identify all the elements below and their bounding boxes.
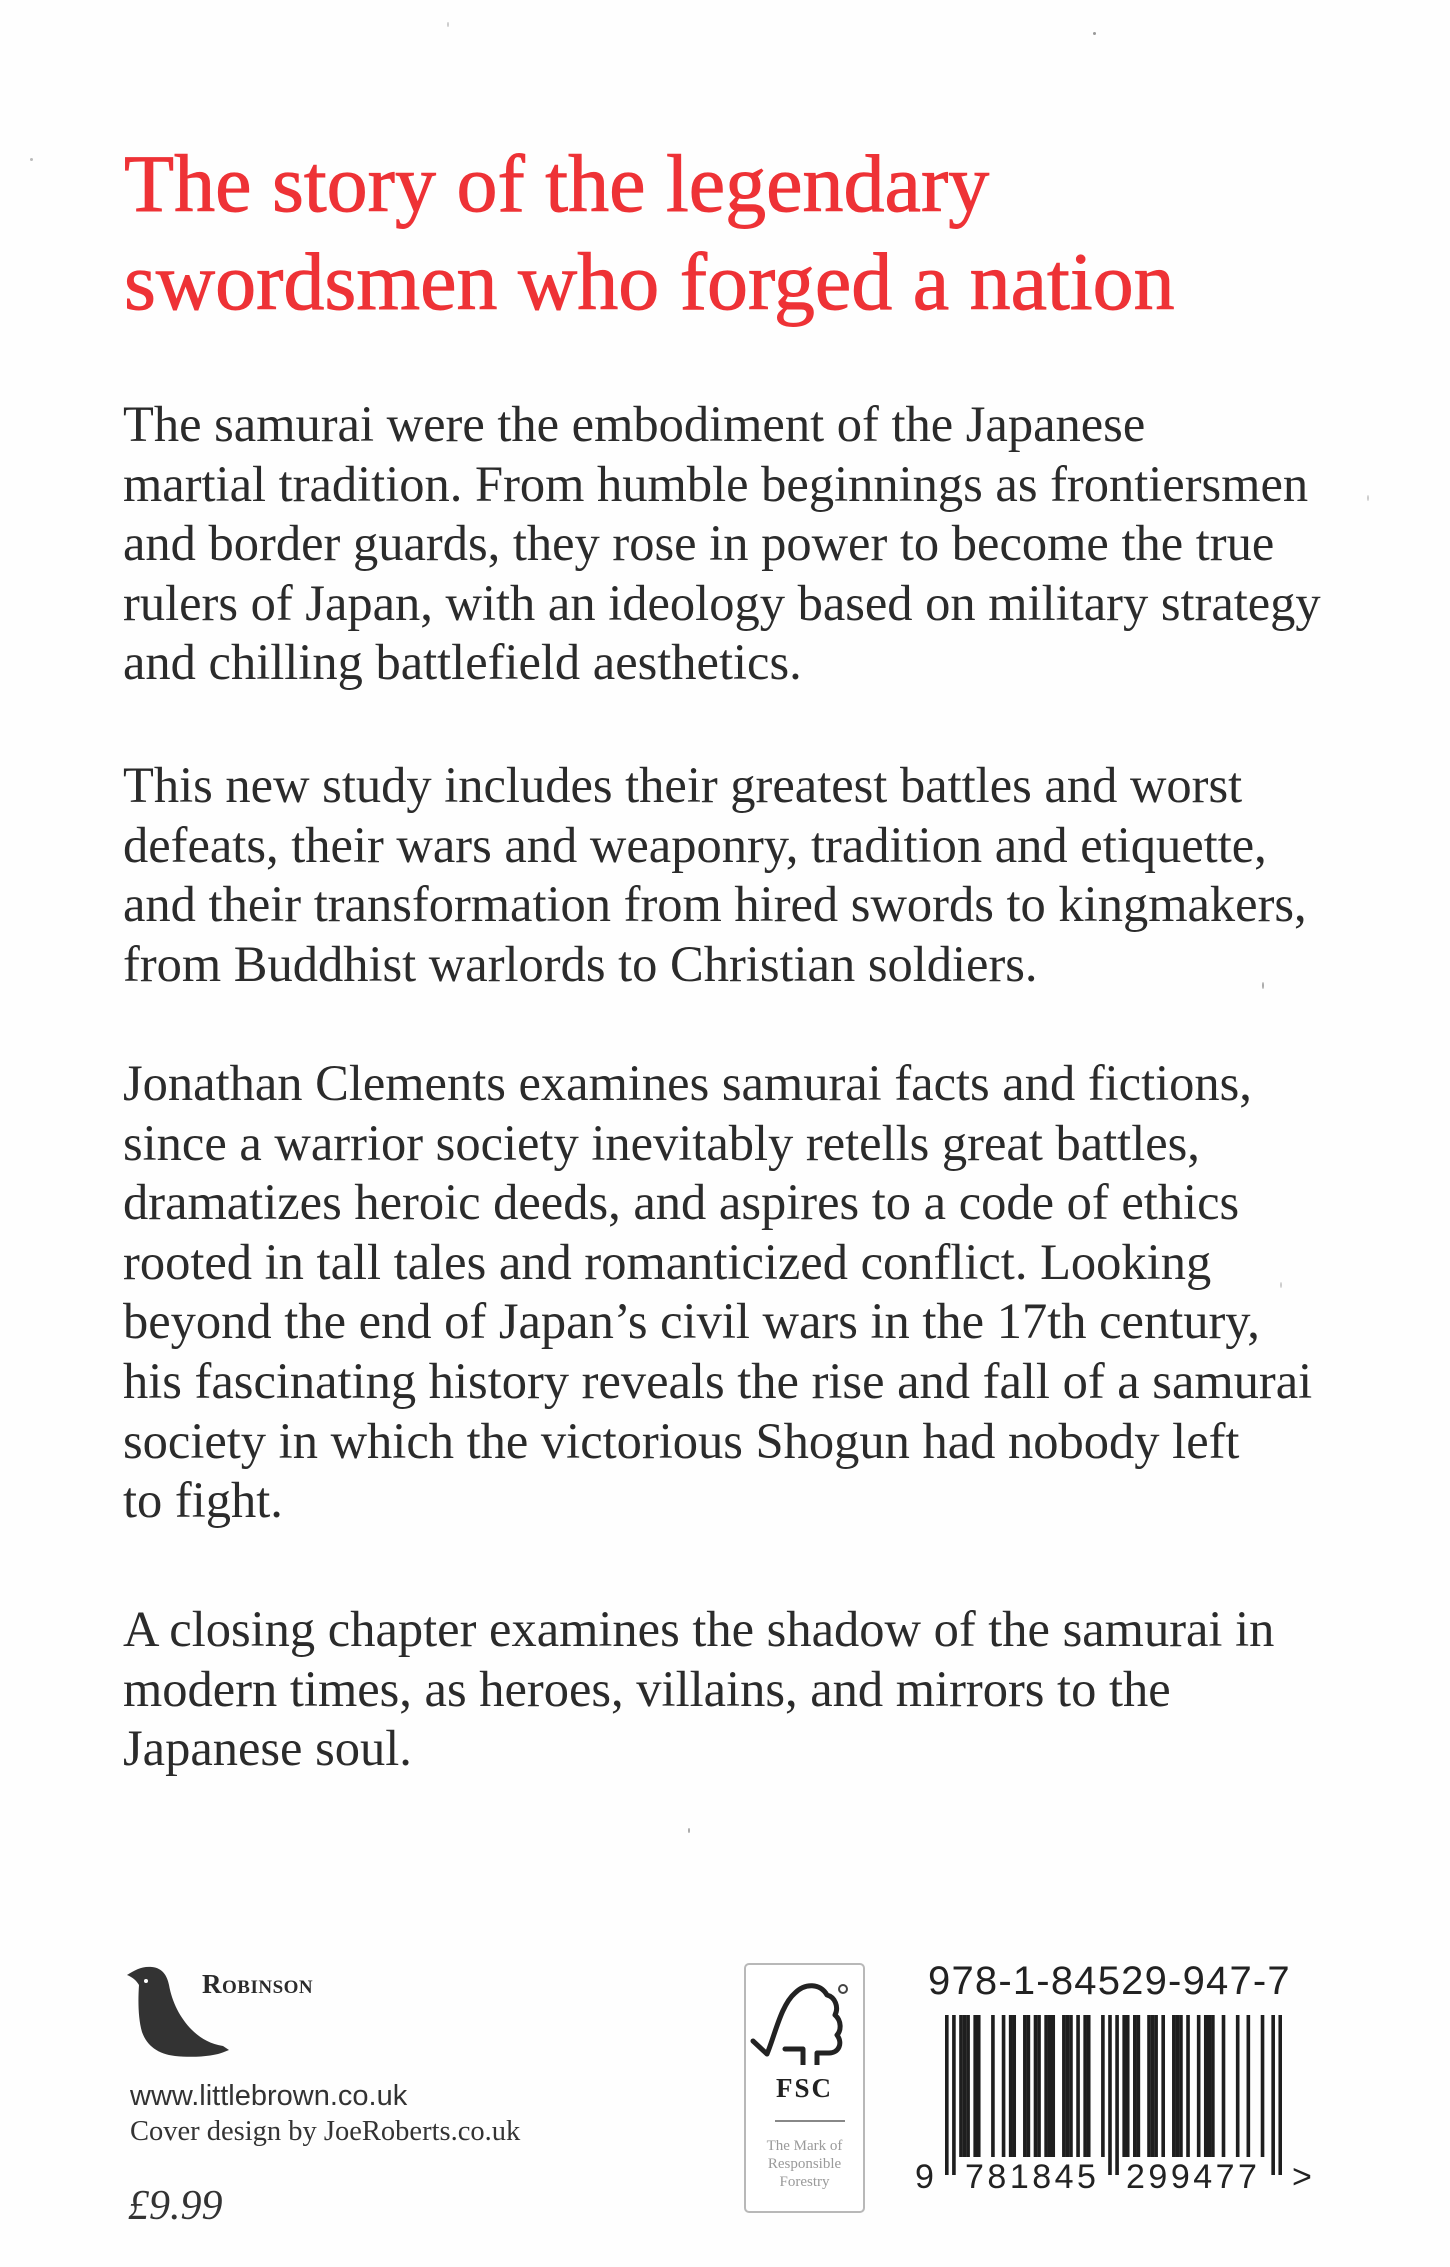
fsc-label: FSC <box>775 2073 833 2103</box>
blurb-paragraph-2 <box>123 756 1307 994</box>
blurb-line: Japanese soul. <box>123 1720 412 1777</box>
blurb-line: The samurai were the embodiment of the Japanese <box>123 396 1146 452</box>
blurb-line: and chilling battlefield aesthetics. <box>123 634 802 691</box>
blurb-paragraph-4 <box>123 1600 1274 1779</box>
fsc-tagline-line: The Mark of <box>766 2138 843 2154</box>
blurb-line: modern times, as heroes, villains, and mirrors to the <box>123 1660 1171 1717</box>
blurb-line: his fascinating history reveals the rise and fall of a samurai <box>123 1352 1313 1409</box>
publisher-website: www.littlebrown.co.uk <box>130 2080 408 2112</box>
barcode-right-digits: 299477 <box>1126 2158 1261 2196</box>
scan-speck <box>688 1828 690 1833</box>
blurb-line: rulers of Japan, with an ideology based on military strategy <box>123 574 1321 631</box>
scan-speck <box>30 158 33 161</box>
blurb-line: This new study includes their greatest battles and worst <box>123 757 1243 813</box>
blurb-line: defeats, their wars and weaponry, tradition and etiquette, <box>123 816 1267 873</box>
blurb-paragraph-1 <box>123 395 1321 693</box>
blurb-line: rooted in tall tales and romanticized conflict. Looking <box>123 1233 1212 1290</box>
scan-speck <box>1093 32 1096 35</box>
tagline <box>124 135 1175 331</box>
publisher-name: Robinson <box>202 1969 314 1999</box>
blurb-line: A closing chapter examines the shadow of the samurai in <box>123 1601 1275 1657</box>
blurb-line: society in which the victorious Shogun had nobody left <box>123 1412 1240 1469</box>
blurb-line: Jonathan Clements examines samurai facts and fictions, <box>123 1055 1252 1111</box>
fsc-tagline-line: Forestry <box>779 2174 830 2190</box>
blurb-paragraph-3 <box>123 1054 1312 1531</box>
blurb-line: martial tradition. From humble beginnings as frontiersmen <box>123 455 1309 512</box>
blurb-line: to fight. <box>123 1472 283 1529</box>
blurb-line: from Buddhist warlords to Christian soldiers. <box>123 935 1038 992</box>
scan-speck <box>447 22 449 27</box>
fsc-divider <box>775 2120 845 2122</box>
tagline-line: swordsmen who forged a nation <box>124 236 1175 327</box>
blurb-line: and border guards, they rose in power to become the true <box>123 515 1275 572</box>
fsc-tagline-line: Responsible <box>767 2156 842 2172</box>
blurb-line: beyond the end of Japan’s civil wars in the 17th century, <box>123 1293 1260 1350</box>
tagline-line: The story of the legendary <box>124 138 990 229</box>
barcode <box>945 2015 1282 2175</box>
cover-design-credit: Cover design by JoeRoberts.co.uk <box>130 2116 521 2147</box>
barcode-left-digits: 781845 <box>965 2158 1100 2196</box>
blurb-line: and their transformation from hired swords to kingmakers, <box>123 876 1307 933</box>
price: £9.99 <box>128 2183 223 2229</box>
blurb-line: dramatizes heroic deeds, and aspires to a code of ethics <box>123 1174 1240 1231</box>
barcode-lead-digit: 9 <box>915 2158 934 2196</box>
scan-speck <box>1367 495 1369 501</box>
isbn-number: 978-1-84529-947-7 <box>928 1959 1291 2003</box>
blurb-line: since a warrior society inevitably retells great battles, <box>123 1114 1200 1171</box>
barcode-quiet-zone-marker: > <box>1292 2158 1312 2196</box>
fsc-tree-check-icon <box>745 1965 865 2065</box>
